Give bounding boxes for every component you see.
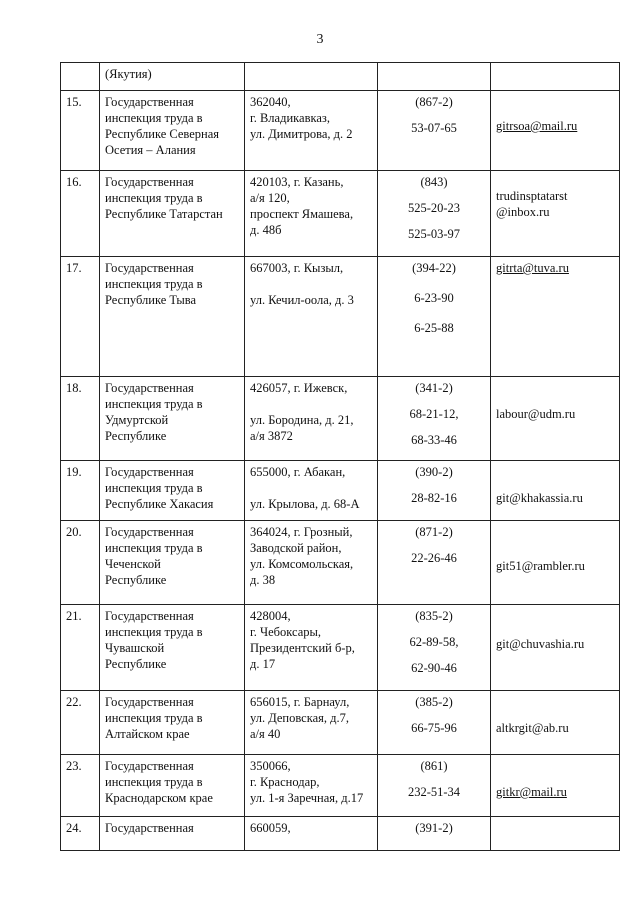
phone-line: 232-51-34: [407, 785, 461, 799]
cell-phone: [378, 691, 491, 755]
phone-line: (391-2): [415, 821, 453, 835]
name-line: Республике: [105, 429, 167, 443]
cell-name: [100, 605, 245, 691]
cell-email: [491, 257, 620, 377]
cell-phone: [378, 91, 491, 171]
name-line: Республике Татарстан: [105, 207, 223, 221]
row-number: 21.: [66, 609, 82, 623]
name-line: Республике: [105, 657, 167, 671]
addr-line: проспект Ямашева,: [250, 207, 354, 221]
addr-line: 426057, г. Ижевск,: [250, 381, 348, 395]
phone-line: 28-82-16: [411, 491, 457, 505]
addr-line: 350066,: [250, 759, 291, 773]
name-line: Республике Северная: [105, 127, 220, 141]
name-line: инспекция труда в: [105, 191, 203, 205]
cell-num: [61, 691, 100, 755]
phone-line: 22-26-46: [411, 551, 457, 565]
cell-addr: [245, 257, 378, 377]
addr-line: а/я 3872: [250, 429, 293, 443]
cell-num: [61, 257, 100, 377]
cell-num: [61, 605, 100, 691]
email-block: [496, 406, 614, 422]
email-block: [496, 490, 614, 506]
table-row: [61, 817, 620, 851]
row-number: 17.: [66, 261, 82, 275]
email-text: gitrta@tuva.ru: [496, 261, 569, 275]
cell-name: [100, 817, 245, 851]
phone-line: (390-2): [415, 465, 453, 479]
phone-line: 525-20-23: [407, 201, 461, 215]
addr-line: 428004,: [250, 609, 291, 623]
name-line: Государственная: [105, 261, 194, 275]
name-line: инспекция труда в: [105, 711, 203, 725]
addr-line: ул. Деповская, д.7,: [250, 711, 350, 725]
addr-line: 655000, г. Абакан,: [250, 465, 346, 479]
name-line: Краснодарском крае: [105, 791, 213, 805]
addr-line: г. Чебоксары,: [250, 625, 322, 639]
email-block: [496, 260, 614, 276]
addr-line: а/я 40: [250, 727, 281, 741]
addr-line: Президентский б-р,: [250, 641, 355, 655]
cell-addr: [245, 377, 378, 461]
cell-addr: [245, 691, 378, 755]
cell-email: [491, 377, 620, 461]
phone-line: 68-33-46: [411, 433, 457, 447]
name-line: Государственная: [105, 465, 194, 479]
addr-line: ул. Бородина, д. 21,: [250, 413, 354, 427]
cell-phone: [378, 63, 491, 91]
addr-line: д. 38: [250, 573, 276, 587]
cell-email: [491, 63, 620, 91]
phone-line: 525-03-97: [407, 227, 461, 241]
table-row: [61, 171, 620, 257]
cell-name: [100, 521, 245, 605]
page-number: 3: [316, 32, 324, 47]
cell-email: [491, 171, 620, 257]
cell-name: [100, 755, 245, 817]
addr-line: 667003, г. Кызыл,: [250, 261, 344, 275]
table-row: [61, 691, 620, 755]
email-block: [496, 720, 614, 736]
row-number: 15.: [66, 95, 82, 109]
cell-name: [100, 171, 245, 257]
phone-line: (843): [420, 175, 448, 189]
cell-num: [61, 461, 100, 521]
table-row: [61, 755, 620, 817]
row-number: 22.: [66, 695, 82, 709]
name-line: Республике: [105, 573, 167, 587]
addr-line: Заводской район,: [250, 541, 342, 555]
addr-line: а/я 120,: [250, 191, 290, 205]
name-line: Осетия – Алания: [105, 143, 196, 157]
name-line: Государственная: [105, 525, 194, 539]
table-row: [61, 461, 620, 521]
name-line: Государственная: [105, 759, 194, 773]
cell-name: [100, 461, 245, 521]
name-line: Республике Тыва: [105, 293, 197, 307]
phone-line: (835-2): [415, 609, 453, 623]
cell-email: [491, 91, 620, 171]
addr-line: г. Владикавказ,: [250, 111, 330, 125]
table-row: [61, 377, 620, 461]
cell-name: [100, 691, 245, 755]
name-line: Государственная: [105, 95, 194, 109]
addr-line: [250, 480, 372, 496]
addr-line: ул. Димитрова, д. 2: [250, 127, 353, 141]
table-row: [61, 257, 620, 377]
table-row: [61, 605, 620, 691]
name-line: инспекция труда в: [105, 541, 203, 555]
email-text: trudinsptatarst: [496, 189, 568, 203]
cell-num: [61, 63, 100, 91]
cell-addr: [245, 461, 378, 521]
email-text: @inbox.ru: [496, 205, 550, 219]
email-block: [496, 636, 614, 652]
name-line: Чувашской: [105, 641, 165, 655]
name-line: Государственная: [105, 175, 194, 189]
email-text: git51@rambler.ru: [496, 559, 585, 573]
phone-line: (871-2): [415, 525, 453, 539]
cell-num: [61, 755, 100, 817]
name-line: Государственная: [105, 609, 194, 623]
cell-name: [100, 63, 245, 91]
email-text: git@khakassia.ru: [496, 491, 583, 505]
cell-phone: [378, 171, 491, 257]
row-number: 18.: [66, 381, 82, 395]
addr-line: ул. Крылова, д. 68-А: [250, 497, 360, 511]
addr-line: ул. Кечил-оола, д. 3: [250, 293, 354, 307]
name-line: (Якутия): [105, 67, 152, 81]
cell-addr: [245, 817, 378, 851]
name-line: Государственная: [105, 695, 194, 709]
row-number: 23.: [66, 759, 82, 773]
name-line: инспекция труда в: [105, 625, 203, 639]
phone-line: 68-21-12,: [409, 407, 459, 421]
cell-name: [100, 91, 245, 171]
addr-line: 660059,: [250, 821, 291, 835]
cell-name: [100, 377, 245, 461]
cell-email: [491, 521, 620, 605]
cell-email: [491, 605, 620, 691]
name-line: Государственная: [105, 821, 194, 835]
phone-line: 62-90-46: [411, 661, 457, 675]
row-number: 16.: [66, 175, 82, 189]
cell-addr: [245, 91, 378, 171]
cell-num: [61, 521, 100, 605]
cell-phone: [378, 817, 491, 851]
cell-num: [61, 91, 100, 171]
cell-email: [491, 461, 620, 521]
cell-phone: [378, 521, 491, 605]
addr-line: д. 17: [250, 657, 276, 671]
cell-addr: [245, 755, 378, 817]
email-text: git@chuvashia.ru: [496, 637, 585, 651]
cell-addr: [245, 521, 378, 605]
cell-addr: [245, 605, 378, 691]
cell-name: [100, 257, 245, 377]
name-line: Государственная: [105, 381, 194, 395]
email-block: [496, 188, 614, 220]
table-body: [61, 63, 620, 851]
name-line: инспекция труда в: [105, 775, 203, 789]
addr-line: 364024, г. Грозный,: [250, 525, 353, 539]
addr-line: 420103, г. Казань,: [250, 175, 344, 189]
cell-num: [61, 171, 100, 257]
addr-line: д. 48б: [250, 223, 282, 237]
phone-line: 53-07-65: [411, 121, 457, 135]
name-line: инспекция труда в: [105, 111, 203, 125]
phone-line: (385-2): [415, 695, 453, 709]
email-block: [496, 558, 614, 574]
name-line: Алтайском крае: [105, 727, 190, 741]
cell-phone: [378, 461, 491, 521]
addr-line: г. Краснодар,: [250, 775, 320, 789]
cell-addr: [245, 171, 378, 257]
email-text: labour@udm.ru: [496, 407, 576, 421]
cell-phone: [378, 755, 491, 817]
cell-num: [61, 817, 100, 851]
phone-line: 62-89-58,: [409, 635, 459, 649]
cell-phone: [378, 257, 491, 377]
cell-email: [491, 755, 620, 817]
inspections-table: [60, 62, 620, 851]
cell-email: [491, 817, 620, 851]
phone-line: (861): [420, 759, 448, 773]
email-block: [496, 784, 614, 800]
addr-line: [250, 396, 372, 412]
row-number: 19.: [66, 465, 82, 479]
name-line: Чеченской: [105, 557, 161, 571]
phone-line: 6-23-90: [414, 291, 454, 305]
table-row: [61, 91, 620, 171]
cell-email: [491, 691, 620, 755]
cell-num: [61, 377, 100, 461]
email-text: gitrsoa@mail.ru: [496, 119, 578, 133]
phone-line: (867-2): [415, 95, 453, 109]
email-text: gitkr@mail.ru: [496, 785, 567, 799]
addr-line: 362040,: [250, 95, 291, 109]
row-number: 24.: [66, 821, 82, 835]
name-line: инспекция труда в: [105, 277, 203, 291]
cell-phone: [378, 377, 491, 461]
table-row-carry: [61, 63, 620, 91]
cell-phone: [378, 605, 491, 691]
addr-line: 656015, г. Барнаул,: [250, 695, 350, 709]
email-text: altkrgit@ab.ru: [496, 721, 569, 735]
name-line: Удмуртской: [105, 413, 169, 427]
addr-line: ул. 1-я Заречная, д.17: [250, 791, 364, 805]
phone-line: (394-22): [412, 261, 456, 275]
name-line: инспекция труда в: [105, 397, 203, 411]
phone-line: 66-75-96: [411, 721, 457, 735]
phone-line: (341-2): [415, 381, 453, 395]
name-line: Республике Хакасия: [105, 497, 214, 511]
addr-line: [250, 276, 372, 292]
table-row: [61, 521, 620, 605]
phone-line: 6-25-88: [414, 321, 454, 335]
addr-line: ул. Комсомольская,: [250, 557, 354, 571]
email-block: [496, 118, 614, 134]
cell-addr: [245, 63, 378, 91]
name-line: инспекция труда в: [105, 481, 203, 495]
row-number: 20.: [66, 525, 82, 539]
